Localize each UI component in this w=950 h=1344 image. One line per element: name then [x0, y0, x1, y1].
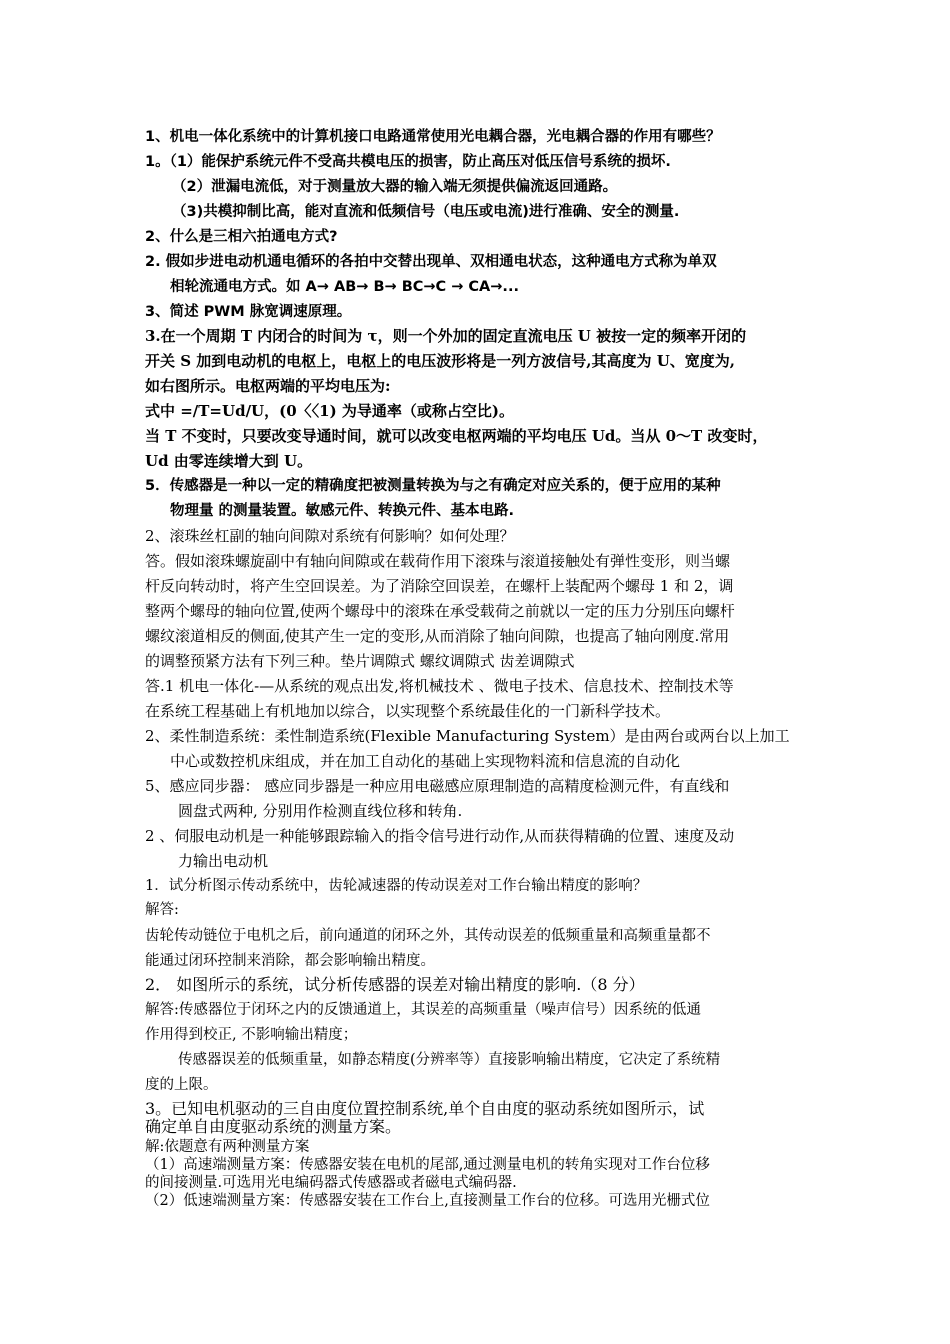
answer-line: 圆盘式两种, 分别用作检测直线位移和转角. — [178, 802, 463, 820]
answer-line: 在系统工程基础上有机地加以综合，以实现整个系统最佳化的一门新科学技术。 — [145, 702, 671, 720]
answer-line: 2、柔性制造系统：柔性制造系统(Flexible Manufacturing System）是由两台或两台以上加工 — [145, 727, 790, 745]
answer-line: 5．传感器是一种以一定的精确度把被测量转换为与之有确定对应关系的，便于应用的某种 — [145, 478, 721, 494]
answer-line: 当 T 不变时，只要改变导通时间，就可以改变电枢两端的平均电压 Ud。当从 0～T 改变时， — [145, 427, 768, 445]
answer-line: 传感器误差的低频重量，如静态精度(分辨率等）直接影响输出精度，它决定了系统精 — [178, 1052, 721, 1068]
answer-line: （2）泄漏电流低，对于测量放大器的输入端无须提供偏流返回通路。 — [172, 179, 618, 195]
answer-line: 3.在一个周期 T 内闭合的时间为 τ，则一个外加的固定直流电压 U 被按一定的频率开闭的 — [145, 327, 747, 345]
answer-line: 解答:传感器位于闭环之内的反馈通道上，其误差的高频重量（噪声信号）因系统的低通 — [145, 1002, 701, 1018]
answer-line: 作用得到校正, 不影响输出精度； — [145, 1027, 358, 1043]
question-line: 确定单自由度驱动系统的测量方案。 — [145, 1117, 402, 1136]
answer-line: 2. 假如步进电动机通电循环的各拍中交替出现单、双相通电状态，这种通电方式称为单双 — [145, 254, 717, 270]
answer-line: 力输出电动机 — [178, 852, 269, 870]
formula-line: 式中 =/T=Ud/U，(0〈〈1) 为导通率（或称占空比)。 — [145, 402, 515, 420]
question-line: 3、简述 PWM 脉宽调速原理。 — [145, 304, 352, 320]
question-line: 2． 如图所示的系统，试分析传感器的误差对输出精度的影响.（8 分） — [145, 975, 645, 994]
answer-line: 开关 S 加到电动机的电枢上，电枢上的电压波形将是一列方波信号,其高度为 U、宽度为, — [145, 352, 736, 370]
answer-line: 2 、伺服电动机是一种能够跟踪输入的指令信号进行动作,从而获得精确的位置、速度及动 — [145, 827, 735, 845]
answer-line: 如右图所示。电枢两端的平均电压为: — [145, 377, 391, 395]
answer-line: 的间接测量.可选用光电编码器式传感器或者磁电式编码器. — [145, 1175, 517, 1191]
answer-line: 的调整预紧方法有下列三种。垫片调隙式 螺纹调隙式 齿差调隙式 — [145, 652, 575, 670]
answer-line: 1。（1）能保护系统元件不受高共模电压的损害，防止高压对低压信号系统的损坏. — [145, 154, 671, 170]
question-line: 1、机电一体化系统中的计算机接口电路通常使用光电耦合器，光电耦合器的作用有哪些？ — [145, 129, 721, 145]
answer-line: 中心或数控机床组成，并在加工自动化的基础上实现物料流和信息流的自动化 — [170, 752, 681, 770]
answer-line: 齿轮传动链位于电机之后，前向通道的闭环之外，其传动误差的低频重量和高频重量都不 — [145, 928, 711, 944]
answer-line: 解答: — [145, 902, 179, 918]
answer-line: 整两个螺母的轴向位置,使两个螺母中的滚珠在承受载荷之前就以一定的压力分别压向螺杆 — [145, 602, 735, 620]
answer-line: 能通过闭环控制来消除，都会影响输出精度。 — [145, 953, 435, 969]
answer-line: 相轮流通电方式。如 A→ AB→ B→ BC→C → CA→... — [170, 279, 519, 295]
question-line: 2、什么是三相六拍通电方式? — [145, 229, 338, 245]
answer-line: Ud 由零连续增大到 U。 — [145, 452, 313, 470]
answer-line: 物理量 的测量装置。敏感元件、转换元件、基本电路. — [170, 503, 515, 519]
answer-line: 螺纹滚道相反的侧面,使其产生一定的变形,从而消除了轴向间隙，也提高了轴向刚度.常用 — [145, 627, 730, 645]
answer-line: 解:依题意有两种测量方案 — [145, 1139, 310, 1155]
question-line: 1．试分析图示传动系统中，齿轮减速器的传动误差对工作台输出精度的影响？ — [145, 878, 648, 894]
answer-line: 杆反向转动时，将产生空回误差。为了消除空回误差，在螺杆上装配两个螺母 1 和 2，调 — [145, 577, 734, 595]
answer-line: 5、感应同步器： 感应同步器是一种应用电磁感应原理制造的高精度检测元件，有直线和 — [145, 777, 730, 795]
answer-line: （3)共模抑制比高，能对直流和低频信号（电压或电流)进行准确、安全的测量. — [172, 204, 680, 220]
answer-line: 答.1 机电一体化-—从系统的观点出发,将机械技术 、微电子技术、信息技术、控制技术等 — [145, 677, 734, 695]
answer-line: 答。假如滚珠螺旋副中有轴向间隙或在载荷作用下滚珠与滚道接触处有弹性变形，则当螺 — [145, 552, 731, 570]
question-line: 2、滚珠丝杠副的轴向间隙对系统有何影响？如何处理？ — [145, 527, 515, 545]
question-line: 3。已知电机驱动的三自由度位置控制系统,单个自由度的驱动系统如图所示，试 — [145, 1099, 705, 1118]
answer-line: （2）低速端测量方案：传感器安装在工作台上,直接测量工作台的位移。可选用光栅式位 — [145, 1193, 710, 1209]
answer-line: （1）高速端测量方案：传感器安装在电机的尾部,通过测量电机的转角实现对工作台位移 — [145, 1157, 710, 1173]
answer-line: 度的上限。 — [145, 1077, 218, 1093]
